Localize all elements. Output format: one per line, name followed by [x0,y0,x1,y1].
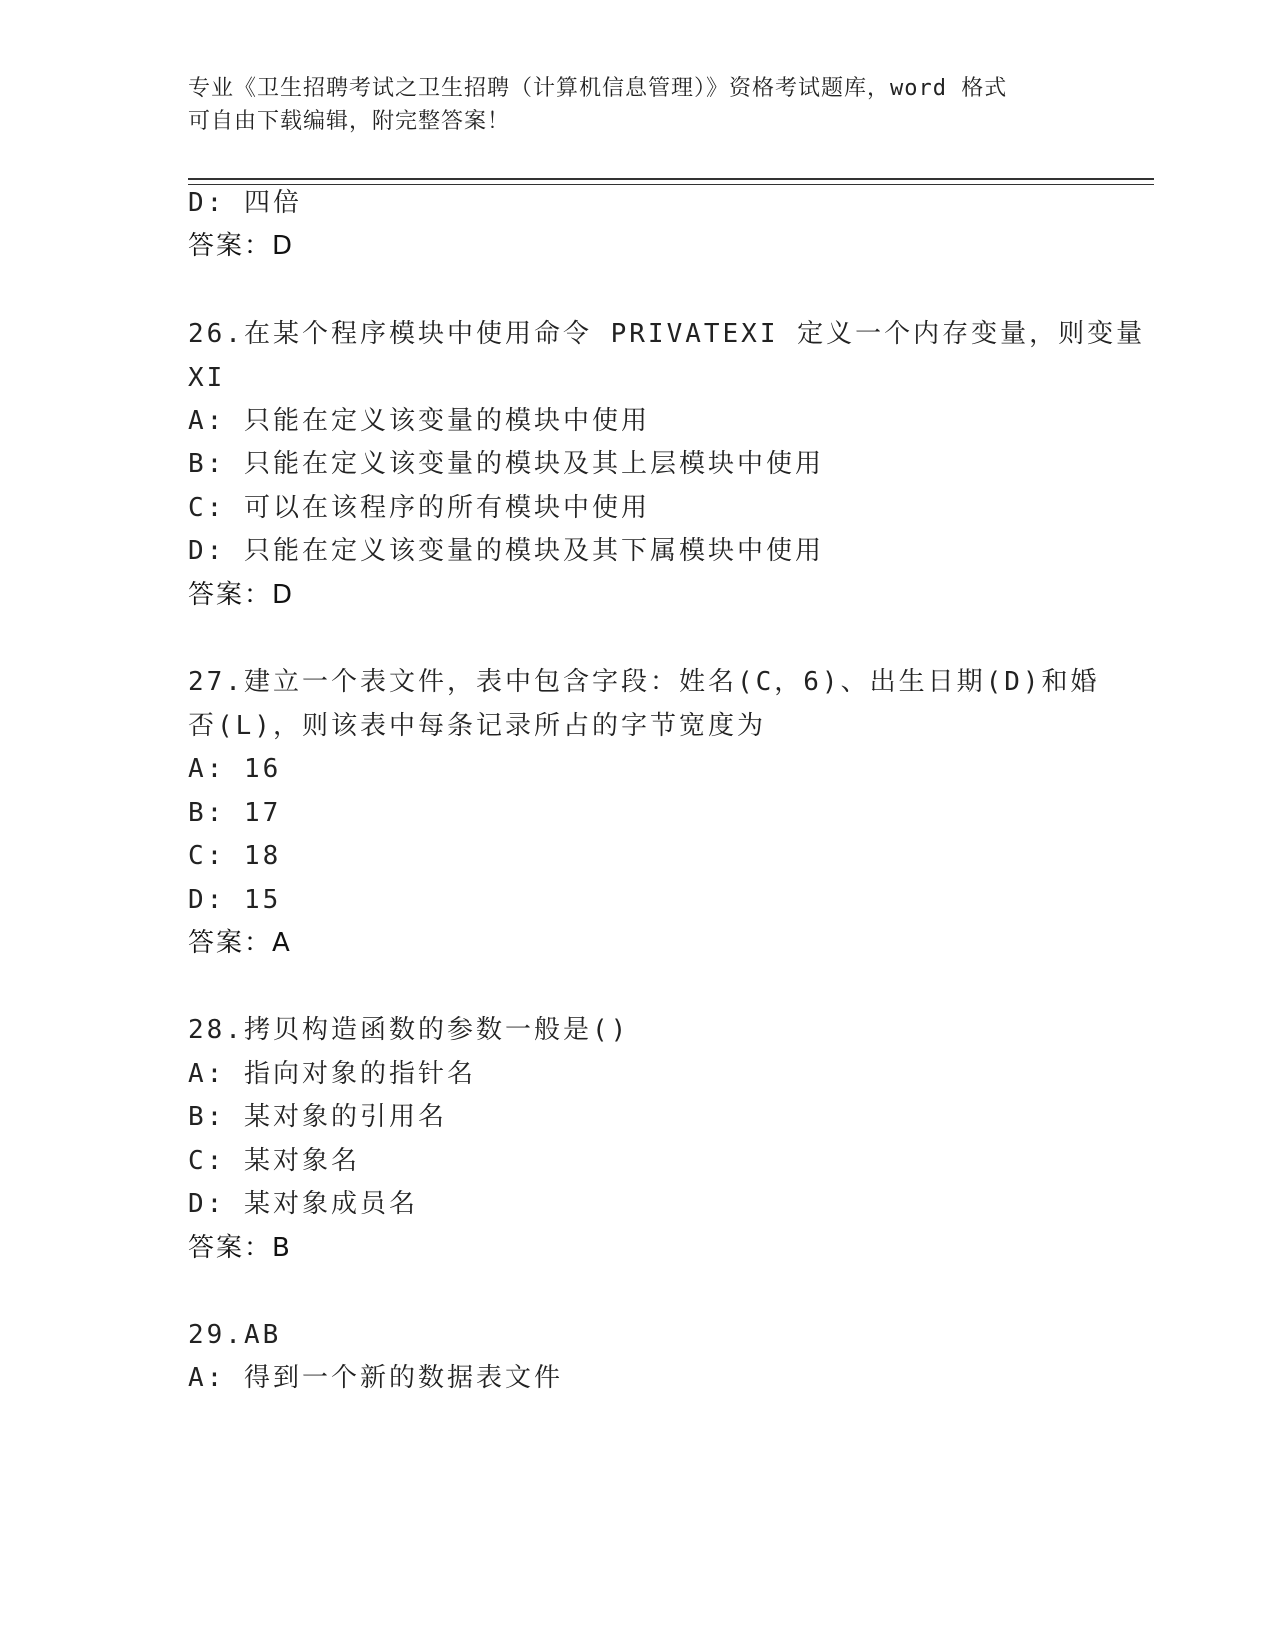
q26-option-c: C: 可以在该程序的所有模块中使用 [188,493,650,523]
q27-option-c: C: 18 [188,841,282,871]
q26-stem-line-1: 26.在某个程序模块中使用命令 PRIVATEXI 定义一个内存变量，则变量 [188,319,1146,349]
q27-stem-line-1: 27.建立一个表文件，表中包含字段：姓名(C，6)、出生日期(D)和婚 [188,667,1100,697]
q29-stem-line-1: 29.AB [188,1320,282,1350]
q27-option-d: D: 15 [188,885,282,915]
q27-stem-line-2: 否(L)，则该表中每条记录所占的字节宽度为 [188,711,766,741]
q28-answer: 答案：B [188,1233,292,1263]
document-header [188,72,1088,138]
q26-answer: 答案：D [188,580,295,610]
q26-option-d: D: 只能在定义该变量的模块及其下属模块中使用 [188,536,824,566]
header-line-2: 可自由下载编辑，附完整答案！ [188,109,511,134]
q28-option-c: C: 某对象名 [188,1146,360,1176]
q26-stem-line-2: XI [188,363,226,393]
header-line-1: 专业《卫生招聘考试之卫生招聘（计算机信息管理）》资格考试题库，word 格式 [188,76,1008,101]
q28-option-a: A: 指向对象的指针名 [188,1059,476,1089]
q26-option-b: B: 只能在定义该变量的模块及其上层模块中使用 [188,449,824,479]
header-divider-thin [188,184,1154,185]
q25-option-d: D: 四倍 [188,188,302,218]
q28-option-d: D: 某对象成员名 [188,1189,418,1219]
header-divider-thick [188,178,1154,180]
q27-option-b: B: 17 [188,798,282,828]
q28-option-b: B: 某对象的引用名 [188,1102,447,1132]
q27-answer: 答案：A [188,928,292,958]
q29-option-a: A: 得到一个新的数据表文件 [188,1363,563,1393]
q25-answer: 答案：D [188,231,295,261]
q28-stem-line-1: 28.拷贝构造函数的参数一般是() [188,1015,630,1045]
q27-option-a: A: 16 [188,754,282,784]
q26-option-a: A: 只能在定义该变量的模块中使用 [188,406,650,436]
